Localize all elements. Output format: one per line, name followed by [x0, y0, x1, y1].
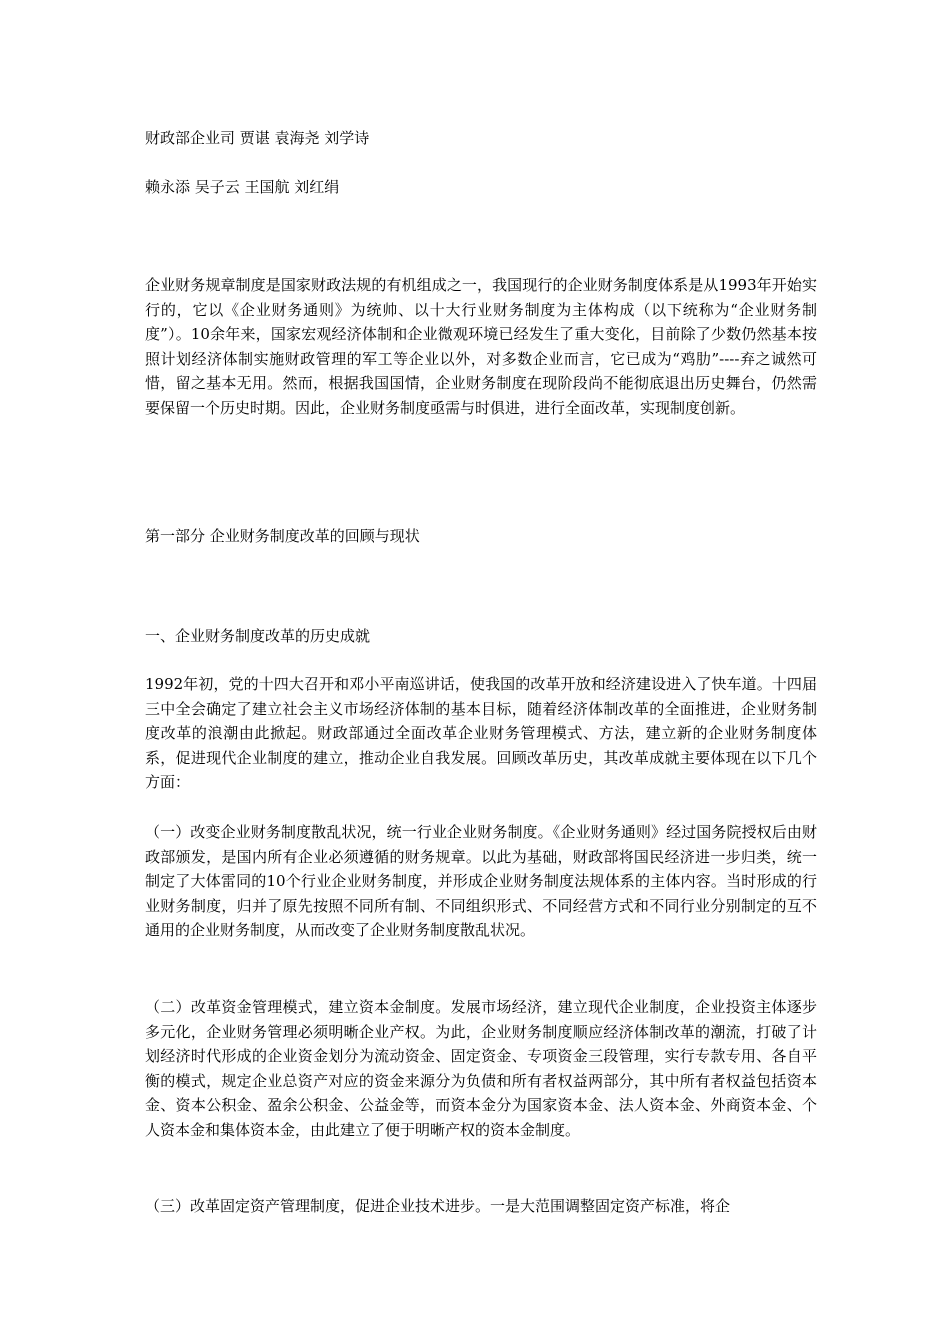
author-line-1: 财政部企业司 贾谌 袁海尧 刘学诗 [145, 129, 370, 147]
part-heading: 第一部分 企业财务制度改革的回顾与现状 [145, 527, 420, 545]
author-line-2: 赖永添 吴子云 王国航 刘红绢 [145, 178, 340, 196]
intro-paragraph: 企业财务规章制度是国家财政法规的有机组成之一，我国现行的企业财务制度体系是从1993年开始实行的，它以《企业财务通则》为统帅、以十大行业财务制度为主体构成（以下统称为“企业财务制度”）。10余年来，国家宏观经济体制和企业微观环境已经发生了重大变化，目前除了少数仍然基本按照计划经济体制实施财政管理的军工等企业以外，对多数企业而言，它已成为“鸡肋”----弃之诚然可惜，留之基本无用。然而，根据我国国情，企业财务制度在现阶段尚不能彻底退出历史舞台，仍然需要保留一个历史时期。因此，企业财务制度亟需与时俱进，进行全面改革，实现制度创新。 [145, 276, 817, 417]
section-heading: 一、企业财务制度改革的历史成就 [145, 627, 371, 645]
body-paragraph-4: （三）改革固定资产管理制度，促进企业技术进步。一是大范围调整固定资产标准，将企 [145, 1197, 731, 1215]
body-paragraph-3: （二）改革资金管理模式，建立资本金制度。发展市场经济，建立现代企业制度，企业投资主体逐步多元化，企业财务管理必须明晰企业产权。为此，企业财务制度顺应经济体制改革的潮流，打破了计划经济时代形成的企业资金划分为流动资金、固定资金、专项资金三段管理，实行专款专用、各自平衡的模式，规定企业总资产对应的资金来源分为负债和所有者权益两部分，其中所有者权益包括资本金、资本公积金、盈余公积金、公益金等，而资本金分为国家资本金、法人资本金、外商资本金、个人资本金和集体资本金，由此建立了便于明晰产权的资本金制度。 [145, 998, 817, 1139]
body-paragraph-1: 1992年初，党的十四大召开和邓小平南巡讲话，使我国的改革开放和经济建设进入了快车道。十四届三中全会确定了建立社会主义市场经济体制的基本目标，随着经济体制改革的全面推进，企业财务制度改革的浪潮由此掀起。财政部通过全面改革企业财务管理模式、方法，建立新的企业财务制度体系，促进现代企业制度的建立，推动企业自我发展。回顾改革历史，其改革成就主要体现在以下几个方面： [145, 675, 817, 791]
body-paragraph-2: （一）改变企业财务制度散乱状况，统一行业企业财务制度。《企业财务通则》经过国务院授权后由财政部颁发，是国内所有企业必须遵循的财务规章。以此为基础，财政部将国民经济进一步归类，统一制定了大体雷同的10个行业企业财务制度，并形成企业财务制度法规体系的主体内容。当时形成的行业财务制度，归并了原先按照不同所有制、不同组织形式、不同经营方式和不同行业分别制定的互不通用的企业财务制度，从而改变了企业财务制度散乱状况。 [145, 823, 817, 939]
